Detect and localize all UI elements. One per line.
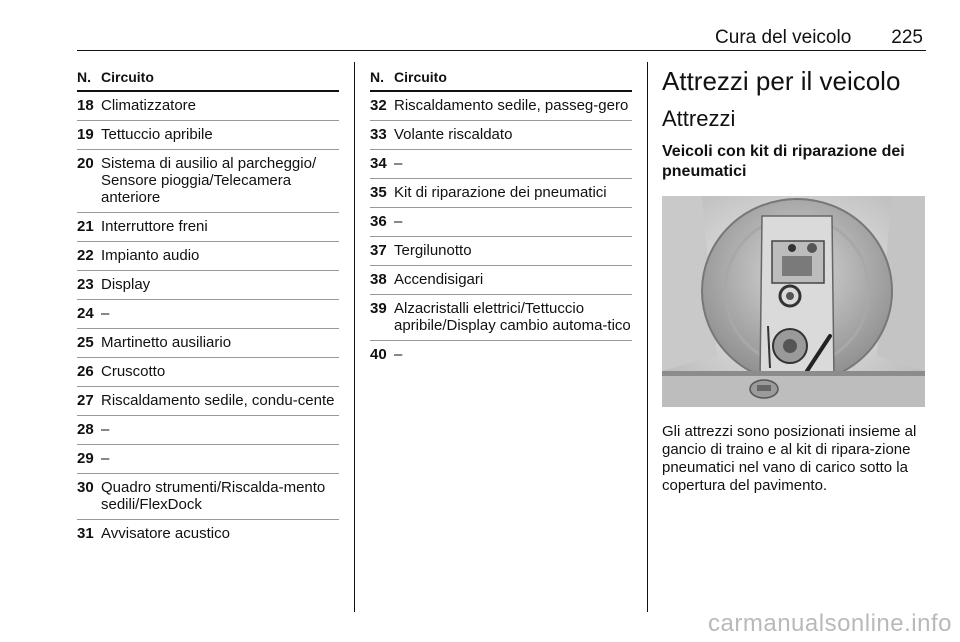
row-circuit: Volante riscaldato	[394, 126, 513, 143]
row-number: 33	[370, 126, 387, 143]
row-number: 31	[77, 525, 94, 542]
column-divider-2	[647, 62, 648, 612]
table-row	[77, 92, 339, 121]
row-number: 19	[77, 126, 94, 143]
row-circuit: Alzacristalli elettrici/Tettuccio apribile/Display cambio automa-tico	[394, 300, 631, 334]
table-row	[77, 445, 339, 474]
row-number: 28	[77, 421, 94, 438]
table-header	[77, 66, 339, 92]
table-row	[77, 387, 339, 416]
header-number: N.	[370, 69, 384, 85]
row-circuit: Riscaldamento sedile, condu-cente	[101, 392, 335, 409]
row-number: 29	[77, 450, 94, 467]
row-circuit: Quadro strumenti/Riscalda-mento sedili/FlexDock	[101, 479, 326, 513]
row-circuit: Riscaldamento sedile, passeg-gero	[394, 97, 629, 114]
header-circuit: Circuito	[101, 69, 154, 85]
header-circuit: Circuito	[394, 69, 447, 85]
row-number: 38	[370, 271, 387, 288]
row-number: 35	[370, 184, 387, 201]
watermark: carmanualsonline.info	[708, 610, 952, 637]
table-row	[370, 179, 632, 208]
row-circuit: Tergilunotto	[394, 242, 472, 259]
fuse-table-left	[77, 66, 339, 548]
header-number: N.	[77, 69, 91, 85]
row-circuit: –	[394, 346, 403, 363]
table-row	[370, 237, 632, 266]
row-number: 34	[370, 155, 387, 172]
table-row	[370, 266, 632, 295]
row-circuit: –	[101, 421, 110, 438]
trunk-tools-photo	[662, 196, 925, 407]
row-number: 40	[370, 346, 387, 363]
row-number: 20	[77, 155, 94, 172]
header-rule	[77, 50, 926, 51]
table-row	[370, 208, 632, 237]
row-number: 26	[77, 363, 94, 380]
table-row	[77, 416, 339, 445]
fuse-table-right	[370, 66, 632, 369]
row-number: 18	[77, 97, 94, 114]
row-circuit: Kit di riparazione dei pneumatici	[394, 184, 607, 201]
row-circuit: Avvisatore acustico	[101, 525, 230, 542]
row-number: 22	[77, 247, 94, 264]
row-circuit: Climatizzatore	[101, 97, 197, 114]
row-number: 21	[77, 218, 94, 235]
row-number: 24	[77, 305, 94, 322]
table-row	[370, 150, 632, 179]
row-number: 30	[77, 479, 94, 496]
row-circuit: Cruscotto	[101, 363, 166, 380]
row-number: 25	[77, 334, 94, 351]
subsubsection-heading: Veicoli con kit di riparazione dei pneumatici	[662, 143, 905, 180]
column-divider-1	[354, 62, 355, 612]
tools-section	[662, 66, 927, 495]
table-row	[370, 295, 632, 341]
row-circuit: –	[101, 450, 110, 467]
running-header	[0, 27, 923, 49]
row-number: 27	[77, 392, 94, 409]
table-row	[77, 150, 339, 213]
table-row	[370, 341, 632, 369]
row-number: 36	[370, 213, 387, 230]
body-paragraph: Gli attrezzi sono posizionati insieme al gancio di traino e al kit di ripara-zione pneumatici nel vano di carico sotto la copertura del pavimento.	[662, 423, 917, 494]
row-number: 39	[370, 300, 387, 317]
row-circuit: Martinetto ausiliario	[101, 334, 232, 351]
section-title: Cura del veicolo	[715, 27, 852, 48]
row-number: 37	[370, 242, 387, 259]
row-circuit: Interruttore freni	[101, 218, 208, 235]
table-row	[77, 474, 339, 520]
table-row	[370, 121, 632, 150]
row-number: 23	[77, 276, 94, 293]
row-circuit: Tettuccio apribile	[101, 126, 213, 143]
row-circuit: –	[394, 213, 403, 230]
subsection-heading: Attrezzi	[662, 106, 736, 131]
row-circuit: –	[101, 305, 110, 322]
table-row	[77, 213, 339, 242]
table-row	[77, 300, 339, 329]
table-row	[77, 358, 339, 387]
row-circuit: –	[394, 155, 403, 172]
table-row	[77, 520, 339, 548]
table-row	[77, 242, 339, 271]
table-row	[77, 329, 339, 358]
page-number: 225	[891, 27, 923, 48]
row-number: 32	[370, 97, 387, 114]
table-row	[77, 271, 339, 300]
table-row	[77, 121, 339, 150]
row-circuit: Impianto audio	[101, 247, 200, 264]
row-circuit: Accendisigari	[394, 271, 484, 288]
table-row	[370, 92, 632, 121]
table-header	[370, 66, 632, 92]
row-circuit: Display	[101, 276, 151, 293]
section-heading: Attrezzi per il veicolo	[662, 66, 901, 96]
row-circuit: Sistema di ausilio al parcheggio/ Sensore pioggia/Telecamera anteriore	[101, 155, 317, 206]
